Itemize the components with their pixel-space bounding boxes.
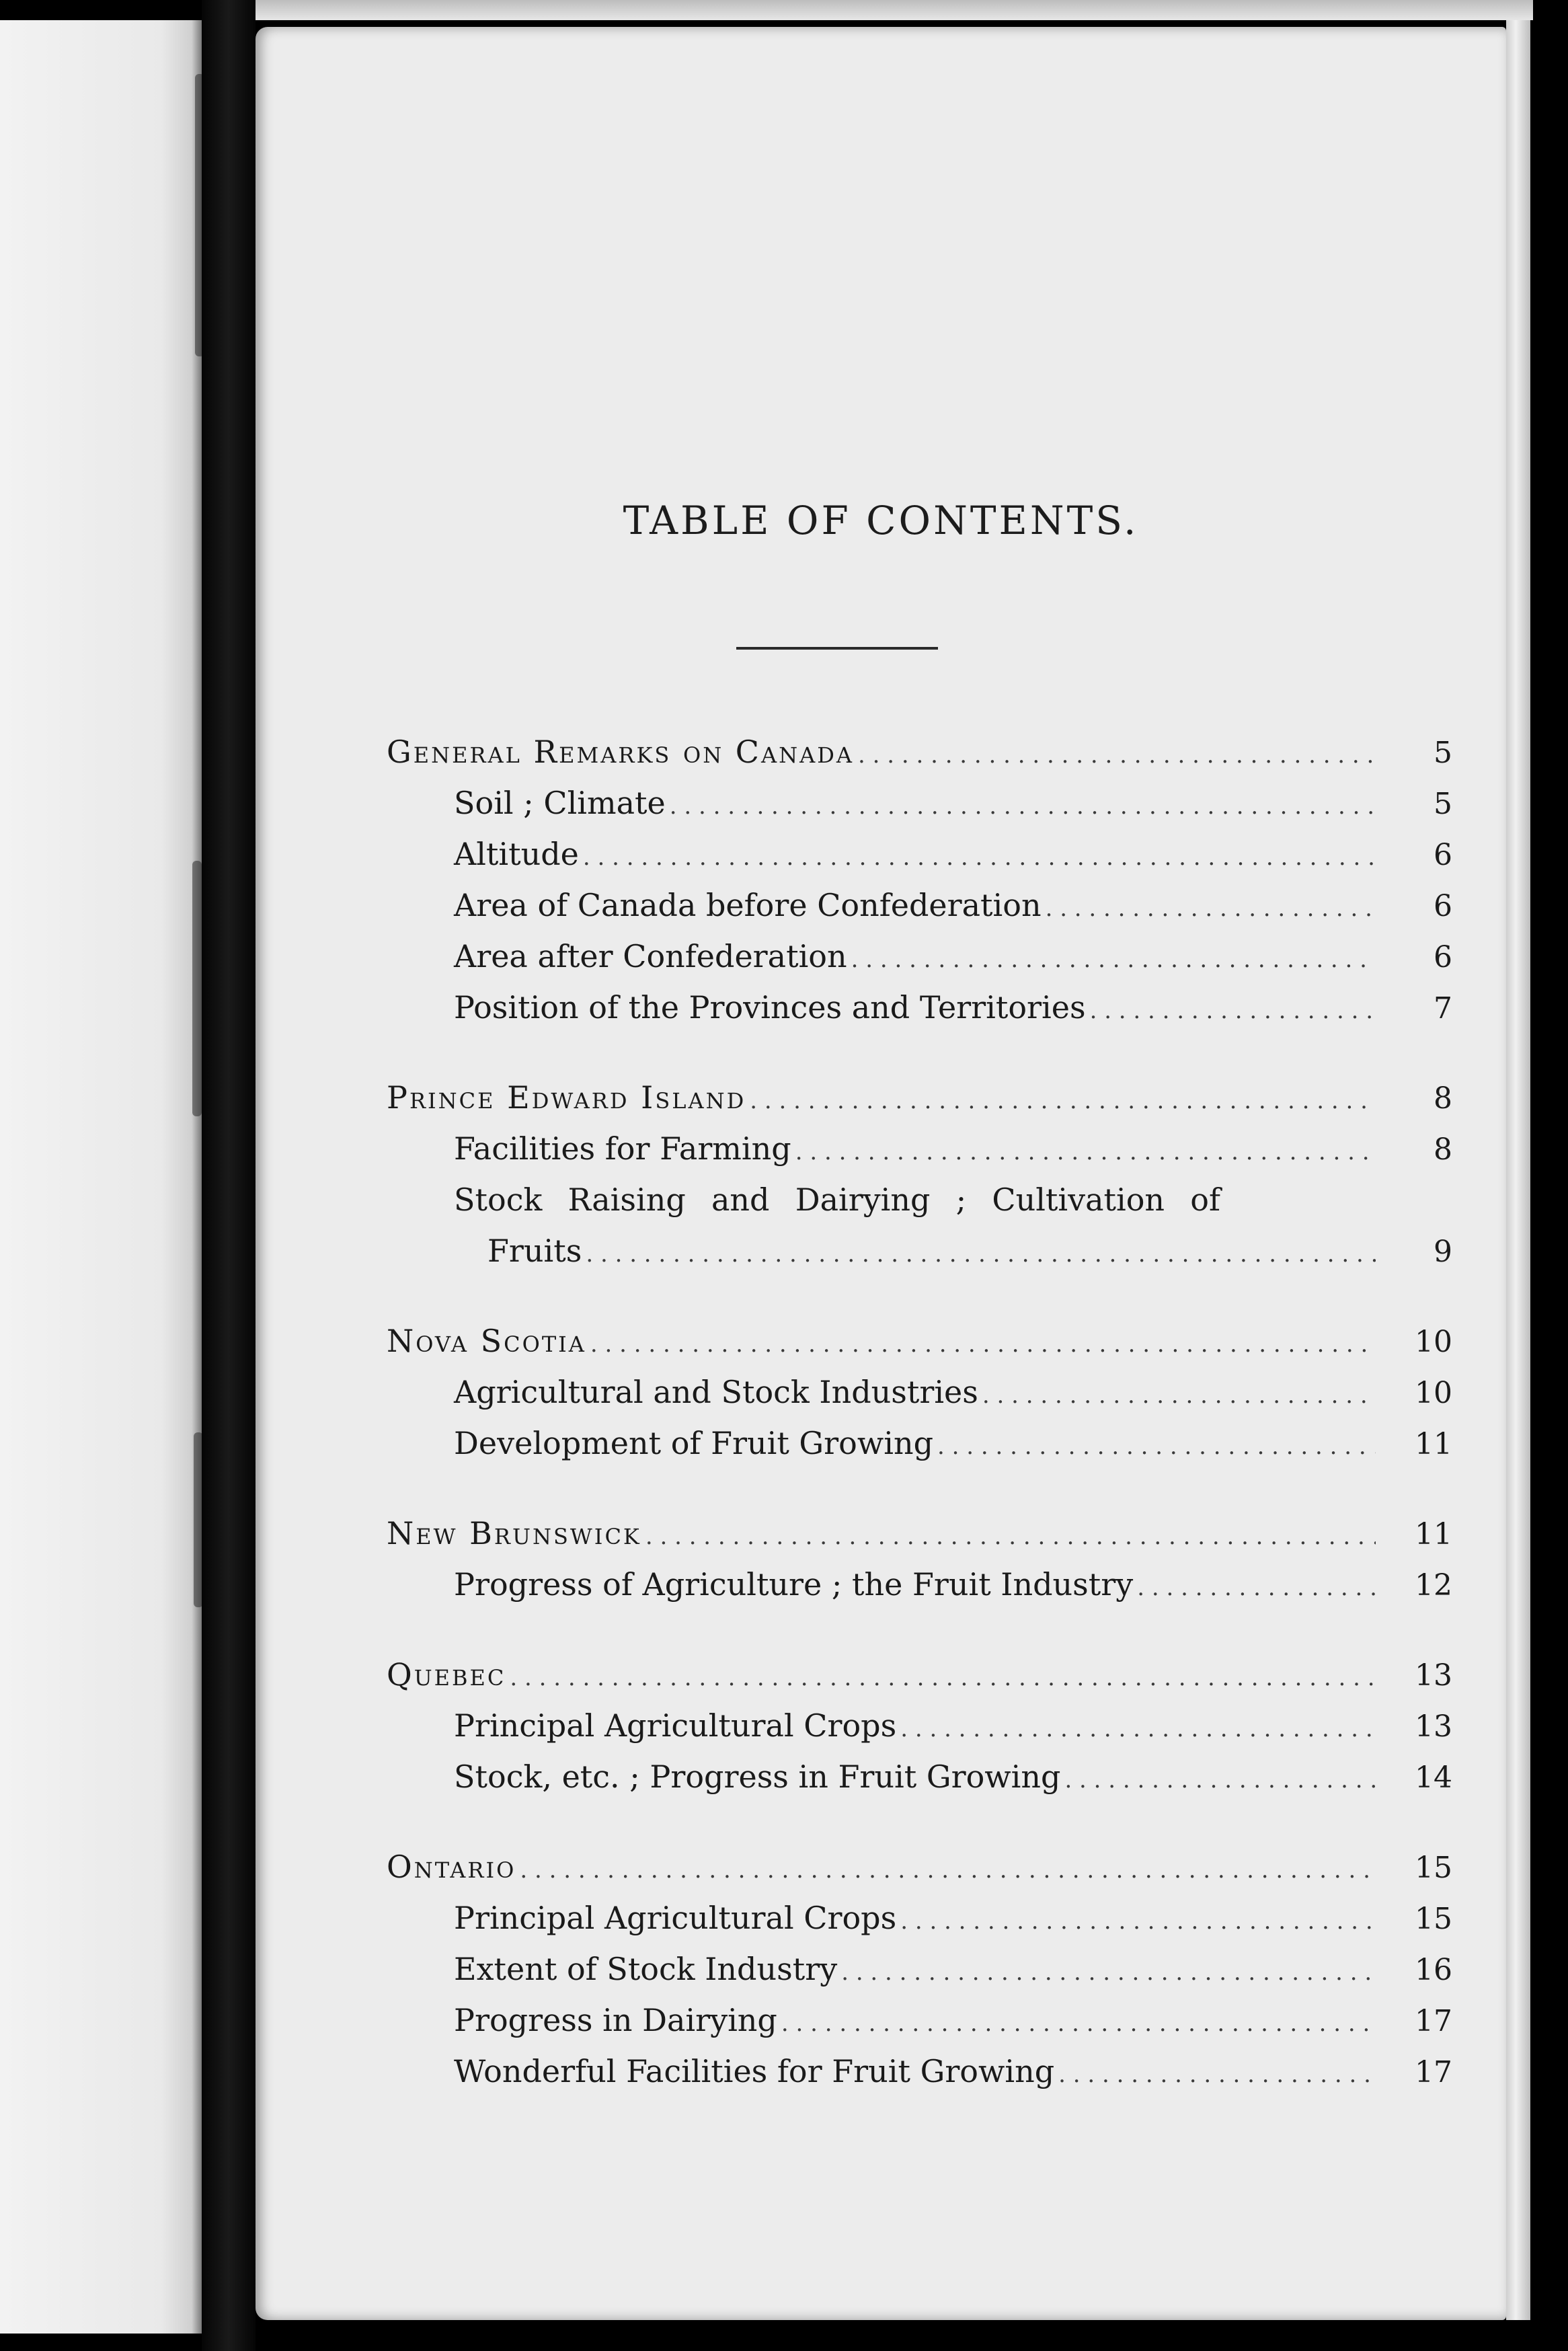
page-number: 17 xyxy=(1415,2055,1452,2089)
toc-entry[interactable] xyxy=(387,1751,1452,1802)
page-number: 10 xyxy=(1415,1376,1452,1410)
toc-heading-label: Nova Scotia xyxy=(387,1323,586,1359)
dot-leader xyxy=(1064,1755,1376,1806)
dot-leader xyxy=(937,1421,1376,1472)
toc-entry[interactable] xyxy=(387,777,1452,828)
dot-leader xyxy=(858,730,1376,781)
toc-section-quebec xyxy=(387,1649,1452,1802)
toc-heading[interactable] xyxy=(387,726,1452,777)
page-number: 6 xyxy=(1434,940,1452,974)
toc-entry[interactable] xyxy=(387,880,1452,931)
toc-entry-label: Stock, etc. ; Progress in Fruit Growing xyxy=(454,1759,1061,1795)
page-number: 16 xyxy=(1415,1953,1452,1987)
page-right-edge xyxy=(1506,20,1530,2320)
dot-leader xyxy=(510,1652,1376,1703)
toc-entry[interactable] xyxy=(387,1892,1452,1943)
dot-leader xyxy=(583,832,1376,883)
toc-section-ontario xyxy=(387,1841,1452,2097)
page-number: 6 xyxy=(1434,889,1452,923)
page-number: 13 xyxy=(1415,1658,1452,1693)
toc-entry-label: Altitude xyxy=(454,836,579,872)
toc-entry-label: Development of Fruit Growing xyxy=(454,1425,934,1461)
toc-entry-label: Area of Canada before Confederation xyxy=(454,887,1042,923)
toc-heading-label: General Remarks on Canada xyxy=(387,734,854,770)
toc-entry-label: Fruits xyxy=(487,1233,582,1269)
toc-heading[interactable] xyxy=(387,1072,1452,1123)
page-number: 8 xyxy=(1434,1132,1452,1167)
dot-leader xyxy=(1137,1562,1376,1613)
dot-leader xyxy=(670,781,1376,832)
toc-entry[interactable] xyxy=(387,1418,1452,1469)
toc-entry-label: Progress of Agriculture ; the Fruit Industry xyxy=(454,1566,1134,1603)
toc-section-nova-scotia xyxy=(387,1315,1452,1469)
page-number: 9 xyxy=(1434,1235,1452,1269)
toc-entry-label: Wonderful Facilities for Fruit Growing xyxy=(454,2053,1055,2089)
page-number: 17 xyxy=(1415,2004,1452,2038)
page-stain xyxy=(192,861,202,1116)
dot-leader xyxy=(1046,883,1376,934)
contents-page xyxy=(256,27,1506,2320)
toc-entry-label: Facilities for Farming xyxy=(454,1130,791,1167)
dot-leader xyxy=(982,1370,1376,1421)
toc-heading-label: Ontario xyxy=(387,1849,516,1885)
facing-page xyxy=(0,20,202,2334)
toc-entry[interactable] xyxy=(387,2046,1452,2097)
toc-entry[interactable] xyxy=(387,1366,1452,1418)
page-number: 15 xyxy=(1415,1902,1452,1936)
dot-leader xyxy=(645,1511,1376,1562)
toc-heading-label: Quebec xyxy=(387,1656,506,1693)
dot-leader xyxy=(590,1319,1376,1370)
toc-heading-label: Prince Edward Island xyxy=(387,1079,746,1116)
page-number: 15 xyxy=(1415,1851,1452,1885)
page-number: 6 xyxy=(1434,838,1452,872)
toc-entry[interactable] xyxy=(387,931,1452,982)
dot-leader xyxy=(586,1229,1376,1280)
page-number: 14 xyxy=(1415,1761,1452,1795)
dot-leader xyxy=(900,1703,1376,1755)
page-title: TABLE OF CONTENTS. xyxy=(623,498,1139,543)
toc-entry[interactable] xyxy=(387,1995,1452,2046)
toc-entry-label: Position of the Provinces and Territories xyxy=(454,989,1086,1026)
toc-entry[interactable] xyxy=(387,1559,1452,1610)
toc-entry-label: Extent of Stock Industry xyxy=(454,1951,838,1987)
page-top-edge xyxy=(256,0,1533,20)
toc-entry-label: Stock Raising and Dairying ; Cultivation of xyxy=(454,1182,1220,1218)
toc-entry-label: Principal Agricultural Crops xyxy=(454,1900,897,1936)
dot-leader xyxy=(750,1075,1376,1126)
page-number: 5 xyxy=(1434,736,1452,770)
toc-entry-label: Progress in Dairying xyxy=(454,2002,777,2038)
toc-entry[interactable] xyxy=(387,982,1452,1033)
page-number: 12 xyxy=(1415,1568,1452,1603)
table-of-contents xyxy=(387,726,1452,2136)
dot-leader xyxy=(851,934,1376,985)
toc-entry-label: Soil ; Climate xyxy=(454,785,666,821)
toc-heading-label: New Brunswick xyxy=(387,1515,641,1551)
page-number: 8 xyxy=(1434,1081,1452,1116)
toc-section-prince-edward-island xyxy=(387,1072,1452,1276)
dot-leader xyxy=(900,1896,1376,1947)
toc-heading[interactable] xyxy=(387,1841,1452,1892)
title-rule xyxy=(736,647,938,650)
page-number: 10 xyxy=(1415,1325,1452,1359)
toc-entry[interactable] xyxy=(387,1943,1452,1995)
toc-entry-label: Principal Agricultural Crops xyxy=(454,1707,897,1744)
toc-section-new-brunswick xyxy=(387,1508,1452,1610)
toc-entry-label: Area after Confederation xyxy=(454,938,847,974)
book-gutter xyxy=(202,0,256,2351)
page-number: 13 xyxy=(1415,1709,1452,1744)
dot-leader xyxy=(520,1845,1376,1896)
toc-heading[interactable] xyxy=(387,1508,1452,1559)
dot-leader xyxy=(795,1126,1376,1178)
page-number: 11 xyxy=(1415,1517,1452,1551)
toc-entry[interactable] xyxy=(387,1700,1452,1751)
dot-leader xyxy=(841,1947,1376,1998)
page-number: 5 xyxy=(1434,787,1452,821)
page-number: 7 xyxy=(1434,991,1452,1026)
toc-section-general-remarks xyxy=(387,726,1452,1033)
dot-leader xyxy=(781,1998,1376,2049)
toc-entry[interactable] xyxy=(387,1123,1452,1174)
toc-entry-label: Agricultural and Stock Industries xyxy=(454,1374,978,1410)
toc-heading[interactable] xyxy=(387,1315,1452,1366)
toc-entry[interactable] xyxy=(387,828,1452,880)
dot-leader xyxy=(1058,2049,1376,2100)
dot-leader xyxy=(1090,985,1376,1036)
page-number: 11 xyxy=(1415,1427,1452,1461)
toc-heading[interactable] xyxy=(387,1649,1452,1700)
toc-entry[interactable] xyxy=(387,1174,1452,1225)
toc-entry-continuation[interactable] xyxy=(387,1225,1452,1276)
